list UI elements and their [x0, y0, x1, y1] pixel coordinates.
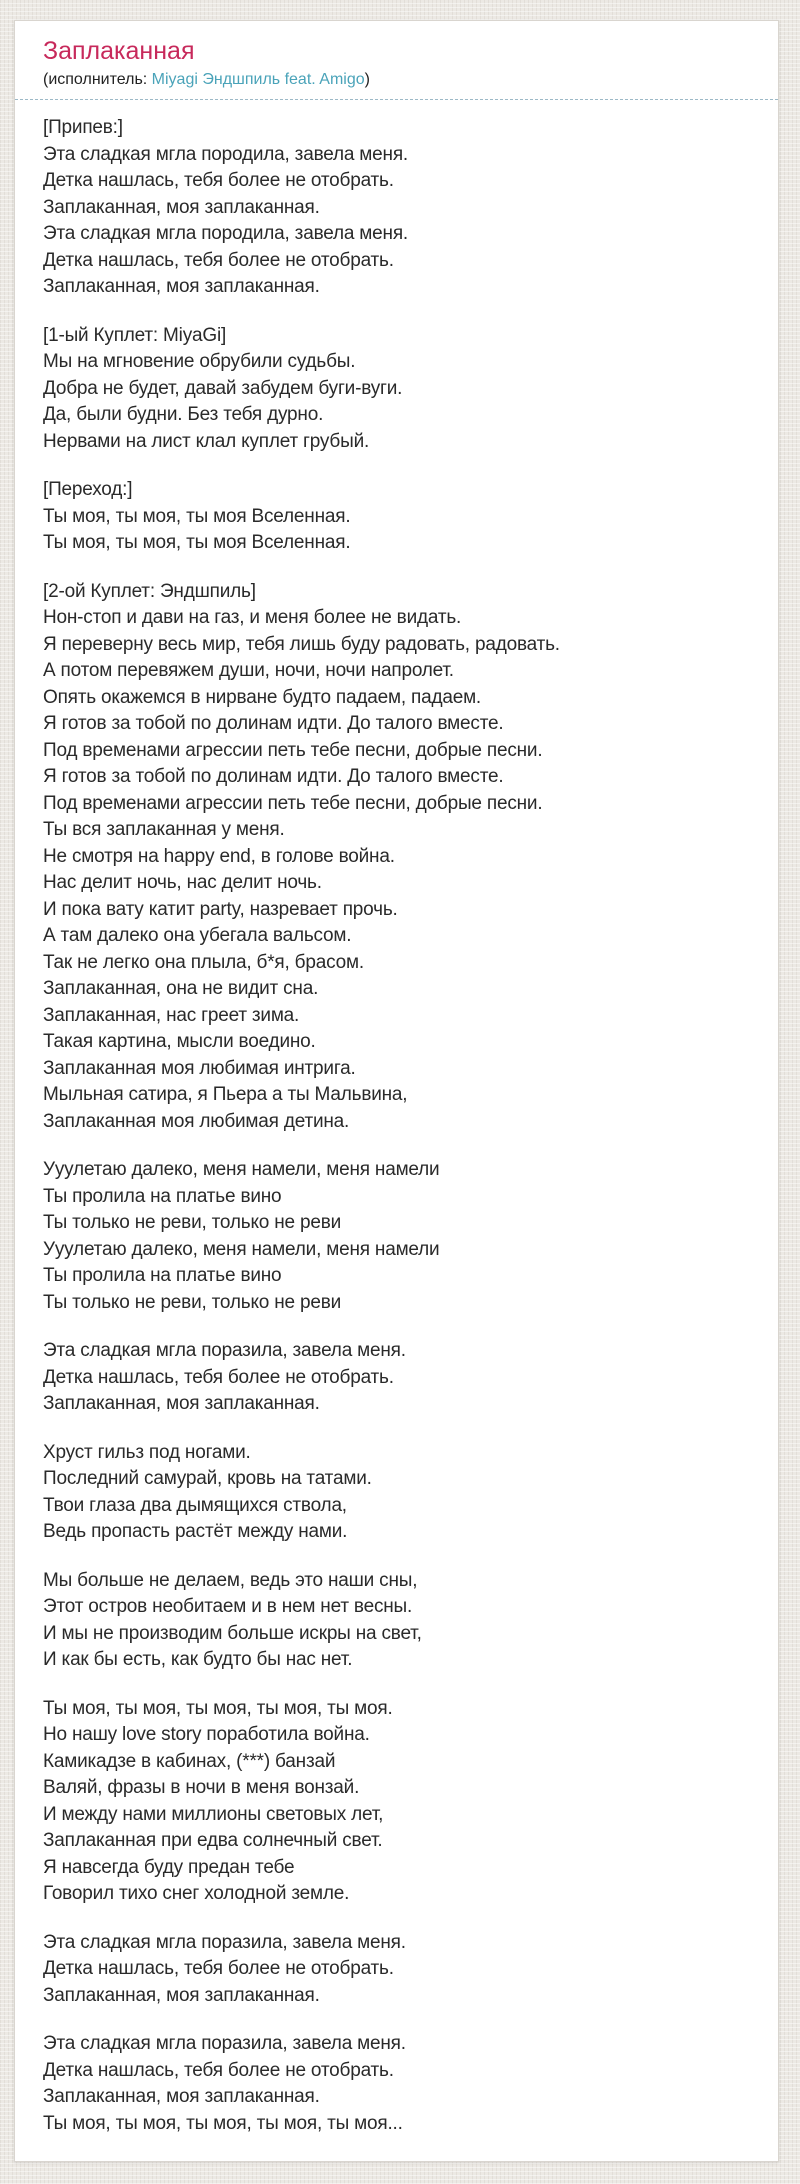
lyrics-text: [15, 115, 778, 2157]
lyric-line: Так не легко она плыла, б*я, брасом.: [43, 951, 364, 973]
lyric-line: Заплаканная, моя заплаканная.: [43, 2086, 320, 2107]
lyric-line: Ты только не реви, только не реви: [43, 1212, 342, 1233]
lyric-line: Мы больше не делаем, ведь это наши сны,: [43, 1569, 418, 1591]
lyric-line: Опять окажемся в нирване будто падаем, падаем.: [43, 686, 482, 708]
performer-line: [43, 69, 750, 91]
lyric-line: Ты только не реви, только не реви: [43, 1291, 342, 1313]
stanza: [43, 2031, 750, 2137]
lyric-line: Валяй, фразы в ночи в меня вонзай.: [43, 1777, 360, 1798]
lyric-line: Заплаканная, моя заплаканная.: [43, 196, 320, 218]
lyric-line: Последний самурай, кровь на татами.: [43, 1468, 372, 1489]
lyric-line: Мыльная сатира, я Пьера а ты Мальвина,: [43, 1084, 408, 1105]
stanza: [43, 1157, 750, 1316]
lyric-line: Хруст гильз под ногами.: [43, 1441, 251, 1463]
lyric-line: Детка нашлась, тебя более не отобрать.: [43, 170, 394, 191]
lyric-line: Ты моя, ты моя, ты моя, ты моя, ты моя.: [43, 1697, 393, 1719]
lyric-line: Заплаканная моя любимая интрига.: [43, 1057, 356, 1079]
lyric-line: Ты вся заплаканная у меня.: [43, 819, 285, 840]
lyric-line: И между нами миллионы световых лет,: [43, 1803, 384, 1825]
lyric-line: Добра не будет, давай забудем буги-вуги.: [43, 377, 403, 399]
lyrics-card: [14, 20, 779, 2162]
lyric-line: Заплаканная, моя заплаканная.: [43, 276, 320, 297]
lyric-line: [Припев:]: [43, 117, 123, 138]
stanza: [43, 1568, 750, 1674]
lyric-line: Под временами агрессии петь тебе песни, добрые песни.: [43, 739, 543, 761]
lyric-line: Эта сладкая мгла поразила, завела меня.: [43, 1340, 406, 1361]
lyric-line: [1-ый Куплет: MiyaGi]: [43, 324, 227, 346]
lyric-line: Нас делит ночь, нас делит ночь.: [43, 872, 322, 893]
lyric-line: Заплаканная, моя заплаканная.: [43, 1984, 320, 2006]
lyric-line: Говорил тихо снег холодной земле.: [43, 1883, 350, 1904]
lyric-line: Ты пролила на платье вино: [43, 1185, 282, 1207]
lyric-line: А потом перевяжем души, ночи, ночи напролет.: [43, 660, 454, 681]
lyric-line: Эта сладкая мгла поразила, завела меня.: [43, 1931, 406, 1953]
lyric-line: [Переход:]: [43, 479, 133, 500]
lyric-line: Эта сладкая мгла поразила, завела меня.: [43, 2033, 406, 2054]
lyric-line: Я готов за тобой по долинам идти. До талого вместе.: [43, 766, 504, 787]
stanza: [43, 477, 750, 557]
lyric-line: Эта сладкая мгла породила, завела меня.: [43, 143, 409, 165]
lyric-line: Заплаканная моя любимая детина.: [43, 1110, 350, 1132]
lyric-line: Заплаканная, она не видит сна.: [43, 978, 319, 999]
stanza: [43, 579, 750, 1136]
lyric-line: Но нашу love story поработила война.: [43, 1724, 370, 1745]
lyric-line: Эта сладкая мгла породила, завела меня.: [43, 223, 409, 244]
lyric-line: Такая картина, мысли воедино.: [43, 1031, 316, 1052]
lyric-line: Заплаканная при едва солнечный свет.: [43, 1830, 383, 1851]
stanza: [43, 323, 750, 456]
lyric-line: И как бы есть, как будто бы нас нет.: [43, 1649, 353, 1670]
lyric-line: Ты пролила на платье вино: [43, 1265, 282, 1286]
lyric-line: Ууулетаю далеко, меня намели, меня намели: [43, 1238, 440, 1260]
lyric-line: Детка нашлась, тебя более не отобрать.: [43, 249, 394, 271]
lyric-line: А там далеко она убегала вальсом.: [43, 925, 352, 946]
performer-suffix: ): [364, 71, 370, 88]
lyric-line: Мы на мгновение обрубили судьбы.: [43, 351, 356, 372]
lyric-line: Нон-стоп и дави на газ, и меня более не видать.: [43, 607, 462, 628]
stanza: [43, 1930, 750, 2010]
lyric-line: Ууулетаю далеко, меня намели, меня намели: [43, 1159, 440, 1180]
song-title: Заплаканная: [43, 37, 195, 65]
lyric-line: Ты моя, ты моя, ты моя Вселенная.: [43, 505, 351, 527]
lyric-line: Этот остров необитаем и в нем нет весны.: [43, 1596, 413, 1617]
lyric-line: Ты моя, ты моя, ты моя Вселенная.: [43, 532, 351, 553]
lyric-line: [2-ой Куплет: Эндшпиль]: [43, 580, 256, 602]
lyric-line: Я навсегда буду предан тебе: [43, 1856, 295, 1878]
lyric-line: Да, были будни. Без тебя дурно.: [43, 404, 324, 425]
lyric-line: Камикадзе в кабинах, (***) банзай: [43, 1750, 336, 1772]
lyric-line: Заплаканная, нас греет зима.: [43, 1004, 300, 1026]
lyric-line: Нервами на лист клал куплет грубый.: [43, 430, 370, 452]
lyric-line: Ты моя, ты моя, ты моя, ты моя, ты моя...: [43, 2112, 403, 2134]
lyric-line: Под временами агрессии петь тебе песни, добрые песни.: [43, 792, 543, 814]
lyric-line: И пока вату катит party, назревает прочь.: [43, 898, 398, 920]
lyric-line: Ведь пропасть растёт между нами.: [43, 1521, 348, 1542]
performer-label: (исполнитель:: [43, 71, 152, 88]
stanza: [43, 1696, 750, 1908]
stanza: [43, 1440, 750, 1546]
lyric-line: И мы не производим больше искры на свет,: [43, 1622, 422, 1644]
lyric-line: Детка нашлась, тебя более не отобрать.: [43, 1366, 394, 1388]
lyric-line: Я переверну весь мир, тебя лишь буду радовать, радовать.: [43, 633, 560, 655]
artist-link[interactable]: Miyagi Эндшпиль feat. Amigo: [151, 71, 365, 88]
lyric-line: Детка нашлась, тебя более не отобрать.: [43, 1958, 394, 1979]
lyric-line: Не смотря на happy end, в голове война.: [43, 845, 395, 867]
lyric-line: Детка нашлась, тебя более не отобрать.: [43, 2059, 394, 2081]
stanza: [43, 115, 750, 301]
stanza: [43, 1338, 750, 1418]
lyric-line: Заплаканная, моя заплаканная.: [43, 1393, 320, 1414]
lyric-line: Я готов за тобой по долинам идти. До талого вместе.: [43, 713, 504, 734]
song-header: [15, 21, 778, 100]
lyric-line: Твои глаза два дымящихся ствола,: [43, 1494, 347, 1516]
